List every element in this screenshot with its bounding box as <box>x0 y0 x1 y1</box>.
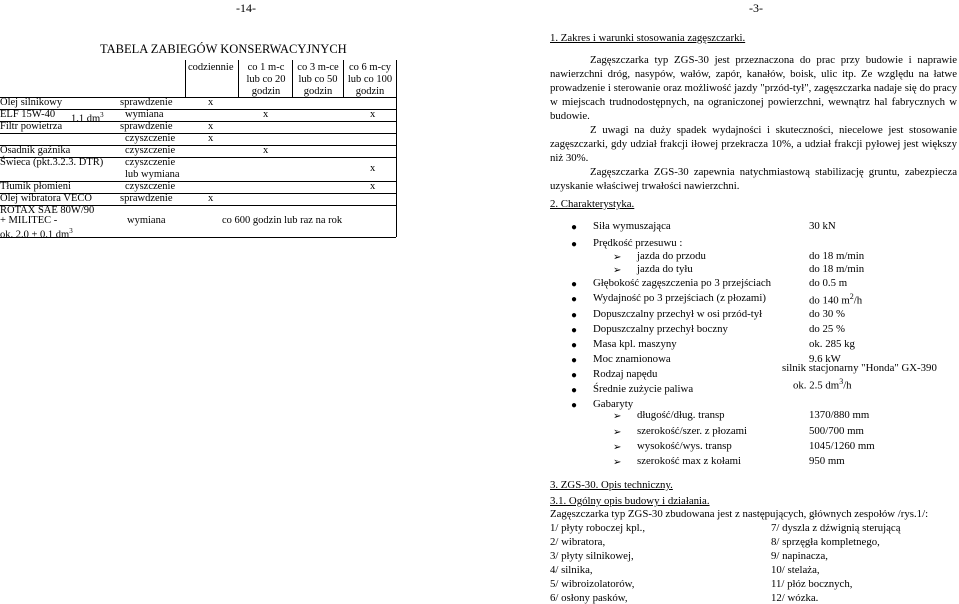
section-2-heading: 2. Charakterystyka. <box>550 198 635 210</box>
spec-label: szerokość max z kołami <box>637 455 742 467</box>
list-item: 4/ silnika, <box>550 564 593 576</box>
paragraph-text: Z uwagi na duży spadek wydajności i skuteczności, niecelowe jest stosowanie zagęszczarki, gdy udział frakcji iłowej przekracza 10%, a udział frakcji pyłowej jest większy niż 30%. <box>550 124 957 164</box>
table-rule <box>343 60 344 97</box>
bullet-icon: ● <box>571 385 578 396</box>
row-label-engine-oil-amount <box>71 109 104 126</box>
cell-x: x <box>263 145 269 156</box>
spec-label: Dopuszczalny przechył boczny <box>593 323 728 335</box>
spec-value-with-unit <box>809 292 862 307</box>
section-3-intro: Zagęszczarka typ ZGS-30 zbudowana jest z następujących, głównych zespołów /rys.1/: <box>550 508 929 520</box>
list-item: 11/ płóz bocznych, <box>771 578 853 590</box>
spec-label: Średnie zużycie paliwa <box>593 383 694 395</box>
spec-value: do 30 % <box>809 308 845 320</box>
header-line: godzin <box>251 86 281 97</box>
list-item: 3/ płyty silnikowej, <box>550 550 634 562</box>
bullet-icon: ● <box>571 279 578 290</box>
spec-label: Wydajność po 3 przejściach (z płozami) <box>593 292 766 304</box>
bullet-icon: ● <box>571 370 578 381</box>
spec-value: ok. 285 kg <box>809 338 855 350</box>
row-label-spark-plug: Świeca (pkt.3.2.3. DTR) <box>0 157 104 168</box>
row-label-flame-arrester: Tłumik płomieni <box>0 181 71 192</box>
spec-value: 9.6 kW <box>809 353 841 365</box>
bullet-icon: ● <box>571 294 578 305</box>
header-line: godzin <box>355 86 385 97</box>
header-line: co 1 m-c <box>247 62 285 73</box>
spec-label: Rodzaj napędu <box>593 368 658 380</box>
list-item: 1/ płyty roboczej kpl., <box>550 522 646 534</box>
cell-clean-or-replace-1: czyszczenie <box>125 157 176 168</box>
header-20h <box>241 62 291 98</box>
cell-check: sprawdzenie <box>120 121 173 132</box>
bullet-icon: ● <box>571 340 578 351</box>
row-label-vibrator-oil-amount <box>0 225 73 242</box>
superscript: 2 <box>849 292 854 301</box>
paragraph-text: Zagęszczarka typ ZGS-30 jest przeznaczona do prac przy budowie i naprawie nawierzchni dróg, nasypów, wałów, zapór, kanałów, boisk, ulic itp. Ze względu na łatwe prowadzenie i sterowanie oraz możliwość jazdy "przód-tył", zagęszczarka nadaje się do pracy w miejscach trudnodostępnych, na ograniczonej powierzchni, wewnątrz hal fabrycznych w budowie. <box>550 54 957 122</box>
amount-text: ok. 2.0 + 0.1 dm <box>0 229 70 241</box>
cell-replace: wymiana <box>125 109 164 120</box>
superscript: 3 <box>839 377 844 386</box>
list-item: 7/ dyszla z dźwignią sterującą <box>771 522 901 534</box>
arrow-bullet-icon: ➢ <box>613 457 622 468</box>
cell-x: x <box>208 121 214 132</box>
cell-x: x <box>208 193 214 204</box>
bullet-icon: ● <box>571 239 578 250</box>
bullet-icon: ● <box>571 310 578 321</box>
spec-label: Siła wymuszająca <box>593 220 671 232</box>
spec-value: 1045/1260 mm <box>809 440 875 452</box>
arrow-bullet-icon: ➢ <box>613 252 622 263</box>
arrow-bullet-icon: ➢ <box>613 427 622 438</box>
section-1-paragraph-2 <box>550 123 957 165</box>
superscript: 3 <box>100 111 104 119</box>
section-1-heading: 1. Zakres i warunki stosowania zagęszczarki. <box>550 32 746 44</box>
unit-text: /h <box>843 379 852 392</box>
cell-replace: wymiana <box>127 215 166 226</box>
spec-label: Głębokość zagęszczenia po 3 przejściach <box>593 277 772 289</box>
header-line: co 6 m-cy <box>349 62 391 73</box>
row-label-air-filter: Filtr powietrza <box>0 121 63 132</box>
spec-value: do 18 m/min <box>809 263 865 275</box>
cell-every-600h: co 600 godzin lub raz na rok <box>222 215 343 226</box>
spec-value: do 18 m/min <box>809 250 865 262</box>
list-item: 10/ stelaża, <box>771 564 820 576</box>
unit-text: /h <box>853 294 863 307</box>
spec-value: silnik stacjonarny "Honda" GX-390 <box>782 362 937 374</box>
spec-value: 1370/880 mm <box>809 409 870 421</box>
paragraph-text: Zagęszczarka ZGS-30 zapewnia natychmiastową stabilizację gruntu, zabezpiecza uzyskanie właściwej trwałości nawierzchni. <box>550 166 957 192</box>
arrow-bullet-icon: ➢ <box>613 411 622 422</box>
table-rule <box>292 60 293 97</box>
list-item: 12/ wózka. <box>771 592 819 604</box>
bullet-icon: ● <box>571 400 578 411</box>
table-rule <box>0 133 396 134</box>
spec-label: Dopuszczalny przechył w osi przód-tył <box>593 308 763 320</box>
cell-clean-or-replace-2: lub wymiana <box>125 169 180 180</box>
cell-x: x <box>263 109 269 120</box>
table-rule <box>185 60 186 97</box>
cell-x: x <box>370 109 376 120</box>
header-100h <box>345 62 395 98</box>
list-item: 6/ osłony pasków, <box>550 592 628 604</box>
cell-x: x <box>208 97 214 108</box>
spec-label: Moc znamionowa <box>593 353 671 365</box>
bullet-icon: ● <box>571 222 578 233</box>
page-number-right: -3- <box>749 1 763 15</box>
table-rule <box>238 60 239 97</box>
header-line: lub co 100 <box>347 74 393 85</box>
section-3-1-heading: 3.1. Ogólny opis budowy i działania. <box>550 495 710 507</box>
spec-value: 500/700 mm <box>809 425 864 437</box>
cell-x: x <box>370 163 376 174</box>
row-label-carburetor-sediment: Osadnik gaźnika <box>0 145 71 156</box>
list-item: 9/ napinacza, <box>771 550 828 562</box>
header-line: lub co 50 <box>298 74 338 85</box>
spec-label: Masa kpl. maszyny <box>593 338 677 350</box>
spec-value: do 0.5 m <box>809 277 848 289</box>
row-label-vibrator-oil: Olej wibratora VECO <box>0 193 92 204</box>
cell-x: x <box>370 181 376 192</box>
table-title: TABELA ZABIEGÓW KONSERWACYJNYCH <box>100 42 347 56</box>
spec-label: wysokość/wys. transp <box>637 440 732 452</box>
spec-label: jazda do tyłu <box>637 263 693 275</box>
spec-value: 950 mm <box>809 455 845 467</box>
list-item: 5/ wibroizolatorów, <box>550 578 635 590</box>
cell-check: sprawdzenie <box>120 193 173 204</box>
header-daily: codziennie <box>188 62 234 73</box>
page-number-left: -14- <box>236 1 256 15</box>
spec-value: do 25 % <box>809 323 845 335</box>
table-rule <box>0 109 396 110</box>
spec-label: Prędkość przesuwu : <box>593 237 683 249</box>
header-50h <box>294 62 342 98</box>
section-1-paragraph-1 <box>550 53 957 123</box>
arrow-bullet-icon: ➢ <box>613 442 622 453</box>
value-text: ok. 2.5 dm <box>793 379 840 392</box>
section-1-paragraph-3 <box>550 165 957 193</box>
section-3-heading: 3. ZGS-30. Opis techniczny. <box>550 479 673 491</box>
spec-label: Gabaryty <box>593 398 634 410</box>
table-rule <box>396 60 397 237</box>
list-item: 8/ sprzęgła kompletnego, <box>771 536 880 548</box>
header-line: co 3 m-ce <box>297 62 339 73</box>
list-item: 2/ wibratora, <box>550 536 606 548</box>
row-label-engine-oil: Olej silnikowy <box>0 97 63 108</box>
spec-label: szerokość/szer. z płozami <box>637 425 748 437</box>
bullet-icon: ● <box>571 325 578 336</box>
cell-clean: czyszczenie <box>125 145 176 156</box>
spec-label: jazda do przodu <box>637 250 706 262</box>
row-label-vibrator-oil-additive: + MILITEC - <box>0 215 58 226</box>
cell-clean: czyszczenie <box>125 181 176 192</box>
spec-label: długość/dług. transp <box>637 409 725 421</box>
superscript: 3 <box>69 227 73 235</box>
arrow-bullet-icon: ➢ <box>613 265 622 276</box>
spec-value: 30 kN <box>809 220 836 232</box>
cell-check: sprawdzenie <box>120 97 173 108</box>
bullet-icon: ● <box>571 355 578 366</box>
header-line: lub co 20 <box>246 74 286 85</box>
row-label-vibrator-oil-type: ROTAX SAE 80W/90 <box>0 205 95 216</box>
row-label-engine-oil-type: ELF 15W-40 <box>0 109 56 120</box>
amount-text: 1.1 dm <box>71 113 101 125</box>
cell-clean: czyszczenie <box>125 133 176 144</box>
cell-x: x <box>208 133 214 144</box>
spec-value-with-unit <box>793 377 852 392</box>
header-line: godzin <box>303 86 333 97</box>
value-text: do 140 m <box>809 294 850 307</box>
